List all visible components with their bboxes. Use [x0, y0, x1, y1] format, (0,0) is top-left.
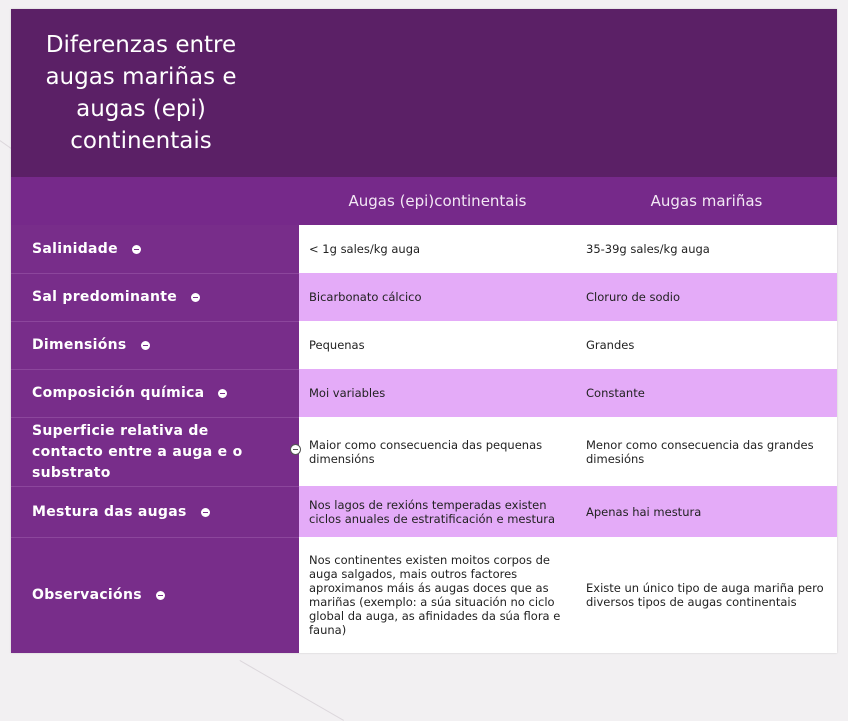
- collapse-icon[interactable]: [156, 591, 165, 600]
- header-row: [11, 177, 837, 225]
- background-decoration: [240, 660, 344, 721]
- row-label-mestura-das-augas[interactable]: [11, 486, 299, 537]
- cell-continental: Moi variables: [299, 369, 576, 417]
- row-label-superficie-relativa[interactable]: [11, 417, 299, 486]
- cell-continental: Pequenas: [299, 321, 576, 369]
- cell-marine: Existe un único tipo de auga mariña pero diversos tipos de augas continentais: [576, 537, 837, 653]
- row-label-text: Mestura das augas: [32, 503, 187, 520]
- collapse-icon[interactable]: [218, 389, 227, 398]
- table-title: Diferenzas entre augas mariñas e augas (epi) continentais: [45, 32, 237, 154]
- collapse-icon[interactable]: [132, 245, 141, 254]
- cell-continental: Nos continentes existen moitos corpos de auga salgados, mais outros factores aproximanos máis ás augas doces que as mariñas (exemplo: a súa situación no ciclo global da auga, as afinidades da súa flora e fauna): [299, 537, 576, 653]
- collapse-icon[interactable]: [141, 341, 150, 350]
- row-label-text: Salinidade: [32, 240, 118, 257]
- column-header-marine: Augas mariñas: [650, 192, 763, 210]
- comparison-table: [11, 9, 837, 653]
- row-label-sal-predominante[interactable]: [11, 273, 299, 321]
- cell-marine: 35-39g sales/kg auga: [576, 225, 837, 273]
- row-label-text: Dimensións: [32, 337, 127, 353]
- cell-continental: Maior como consecuencia das pequenas dimensións: [299, 417, 576, 486]
- cell-continental: Nos lagos de rexións temperadas existen ciclos anuales de estratificación e mestura: [299, 486, 576, 537]
- row-label-text: Observacións: [32, 587, 142, 603]
- cell-marine: Grandes: [576, 321, 837, 369]
- row-label-observacions[interactable]: [11, 537, 299, 653]
- row-label-composicion-quimica[interactable]: [11, 369, 299, 417]
- row-label-salinidade[interactable]: [11, 225, 299, 273]
- title-row: [11, 9, 837, 177]
- cell-continental: < 1g sales/kg auga: [299, 225, 576, 273]
- row-label-text: Sal predominante: [32, 289, 178, 305]
- cell-marine: Constante: [576, 369, 837, 417]
- collapse-icon[interactable]: [290, 444, 301, 455]
- row-label-dimensions[interactable]: [11, 321, 299, 369]
- cell-marine: Menor como consecuencia das grandes dimesións: [576, 417, 837, 486]
- cell-marine: Apenas hai mestura: [576, 486, 837, 537]
- row-label-text: Superficie relativa de contacto entre a auga e o substrato: [32, 422, 243, 481]
- cell-marine: Cloruro de sodio: [576, 273, 837, 321]
- collapse-icon[interactable]: [201, 508, 210, 517]
- cell-continental: Bicarbonato cálcico: [299, 273, 576, 321]
- column-header-continental: Augas (epi)continentais: [348, 192, 527, 210]
- row-label-text: Composición química: [32, 385, 205, 401]
- collapse-icon[interactable]: [191, 293, 200, 302]
